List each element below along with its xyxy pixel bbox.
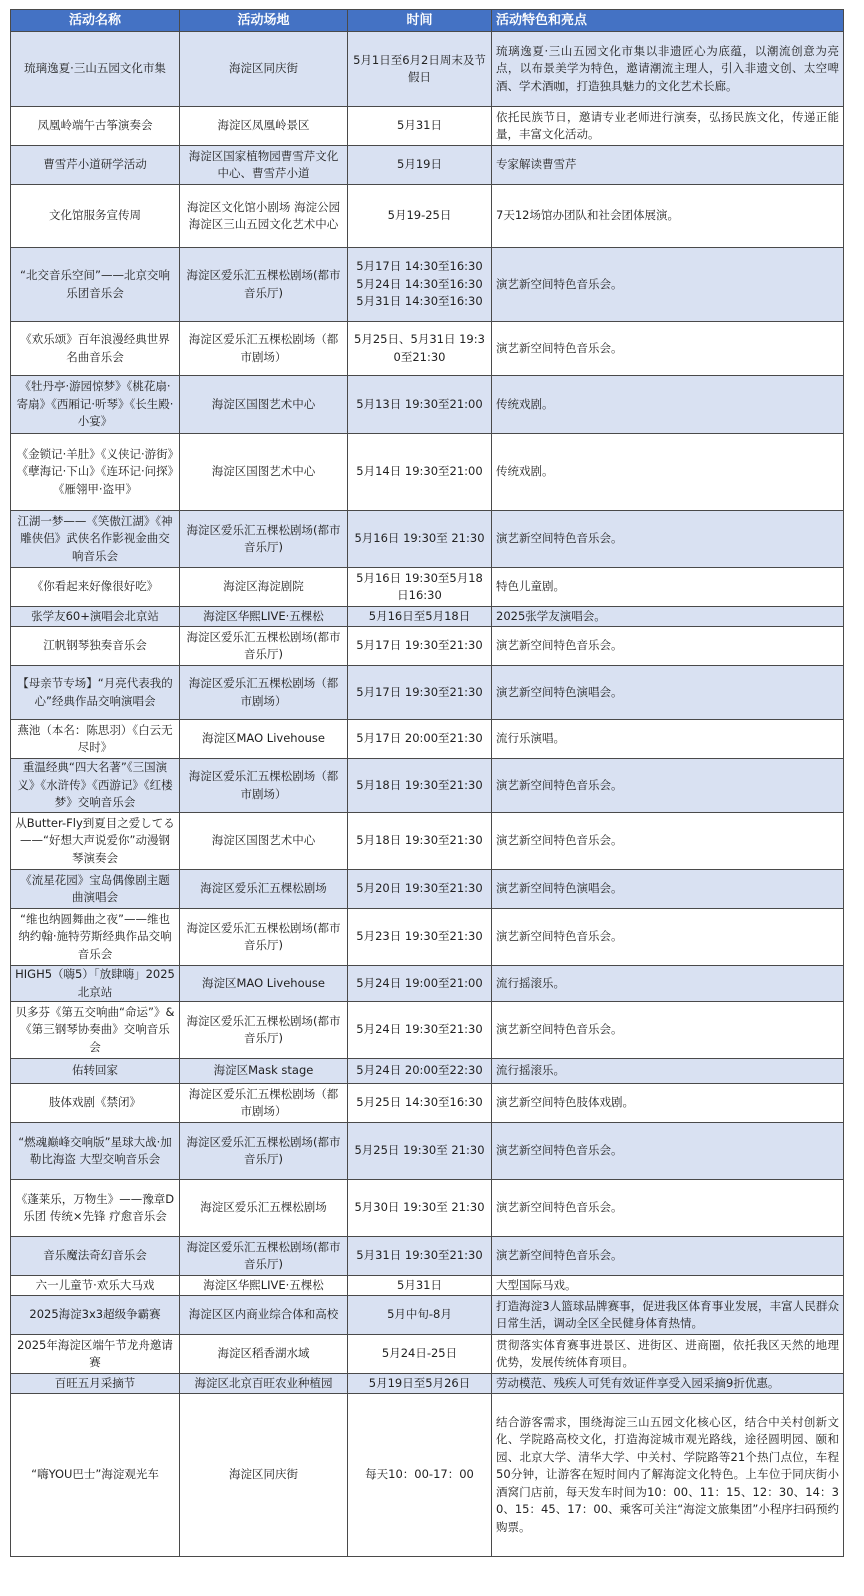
time-cell: 5月16日至5月18日 bbox=[348, 607, 492, 627]
table-row bbox=[11, 1002, 844, 1059]
table-row bbox=[11, 759, 844, 813]
activity-name-cell: 佑转回家 bbox=[11, 1059, 180, 1084]
venue-cell: 海淀区爱乐汇五棵松剧场(都市音乐厅) bbox=[180, 627, 348, 666]
feature-cell: 大型国际马戏。 bbox=[492, 1276, 844, 1296]
feature-cell: 流行乐演唱。 bbox=[492, 720, 844, 759]
venue-cell: 海淀区MAO Livehouse bbox=[180, 966, 348, 1002]
time-cell: 5月24日 20:00至22:30 bbox=[348, 1059, 492, 1084]
table-row bbox=[11, 568, 844, 607]
feature-cell: 演艺新空间特色音乐会。 bbox=[492, 1002, 844, 1059]
table-row bbox=[11, 607, 844, 627]
feature-cell: 演艺新空间特色音乐会。 bbox=[492, 1180, 844, 1237]
venue-cell: 海淀区稻香湖水域 bbox=[180, 1335, 348, 1374]
activity-name-cell: “北交音乐空间”——北京交响乐团音乐会 bbox=[11, 248, 180, 322]
activity-name-cell: 燕池（本名：陈思羽）《白云无尽时》 bbox=[11, 720, 180, 759]
venue-cell: 海淀区MAO Livehouse bbox=[180, 720, 348, 759]
activity-name-cell: 音乐魔法奇幻音乐会 bbox=[11, 1237, 180, 1276]
table-row bbox=[11, 966, 844, 1002]
venue-cell: 海淀区文化馆小剧场 海淀公园 海淀区三山五园文化艺术中心 bbox=[180, 185, 348, 248]
time-cell: 5月31日 bbox=[348, 107, 492, 146]
table-row bbox=[11, 434, 844, 511]
table-row bbox=[11, 185, 844, 248]
time-cell: 5月18日 19:30至21:30 bbox=[348, 813, 492, 870]
time-cell: 5月30日 19:30至 21:30 bbox=[348, 1180, 492, 1237]
table-row bbox=[11, 1180, 844, 1237]
venue-cell: 海淀区区内商业综合体和高校 bbox=[180, 1296, 348, 1335]
header-row bbox=[11, 10, 844, 32]
venue-cell: 海淀区爱乐汇五棵松剧场（都市剧场） bbox=[180, 759, 348, 813]
table-row bbox=[11, 813, 844, 870]
feature-cell: 演艺新空间特色音乐会。 bbox=[492, 1237, 844, 1276]
table-row bbox=[11, 107, 844, 146]
activity-name-cell: 贝多芬《第五交响曲“命运”》&《第三钢琴协奏曲》交响音乐会 bbox=[11, 1002, 180, 1059]
feature-cell: 演艺新空间特色肢体戏剧。 bbox=[492, 1084, 844, 1123]
feature-cell: 贯彻落实体育赛事进景区、进街区、进商圈，依托我区天然的地理优势，发展传统体育项目。 bbox=[492, 1335, 844, 1374]
feature-cell: 演艺新空间特色音乐会。 bbox=[492, 909, 844, 966]
venue-cell: 海淀区爱乐汇五棵松剧场(都市音乐厅) bbox=[180, 909, 348, 966]
venue-cell: 海淀区爱乐汇五棵松剧场（都市剧场） bbox=[180, 666, 348, 720]
feature-cell: 流行摇滚乐。 bbox=[492, 1059, 844, 1084]
feature-cell: 7天12场馆办团队和社会团体展演。 bbox=[492, 185, 844, 248]
activity-name-cell: 2025年海淀区端午节龙舟邀请赛 bbox=[11, 1335, 180, 1374]
table-row bbox=[11, 909, 844, 966]
table-row bbox=[11, 666, 844, 720]
feature-cell: 演艺新空间特色音乐会。 bbox=[492, 248, 844, 322]
table-row bbox=[11, 32, 844, 107]
time-line: 5月31日 14:30至16:30 bbox=[356, 294, 483, 309]
activity-name-cell: 张学友60+演唱会北京站 bbox=[11, 607, 180, 627]
feature-cell: 打造海淀3人篮球品牌赛事，促进我区体育事业发展，丰富人民群众日常生活，调动全区全民健身体育热情。 bbox=[492, 1296, 844, 1335]
venue-cell: 海淀区国图艺术中心 bbox=[180, 376, 348, 434]
table-row bbox=[11, 1335, 844, 1374]
activity-name-cell: 从Butter-Fly到夏目之爱してる——“好想大声说爱你”动漫钢琴演奏会 bbox=[11, 813, 180, 870]
table-row bbox=[11, 1296, 844, 1335]
table-row bbox=[11, 322, 844, 376]
activity-name-cell: 2025海淀3x3超级争霸赛 bbox=[11, 1296, 180, 1335]
venue-cell: 海淀区爱乐汇五棵松剧场 bbox=[180, 870, 348, 909]
venue-cell: 海淀区国图艺术中心 bbox=[180, 813, 348, 870]
time-cell: 5月24日 19:30至21:30 bbox=[348, 1002, 492, 1059]
table-row bbox=[11, 1394, 844, 1557]
feature-cell: 演艺新空间特色演唱会。 bbox=[492, 870, 844, 909]
time-cell: 5月23日 19:30至21:30 bbox=[348, 909, 492, 966]
time-cell: 5月16日 19:30至 21:30 bbox=[348, 511, 492, 568]
venue-cell: 海淀区同庆街 bbox=[180, 32, 348, 107]
feature-cell: 特色儿童剧。 bbox=[492, 568, 844, 607]
table-row bbox=[11, 1123, 844, 1180]
activity-name-cell: HIGH5（嗨5）「放肆嗨」2025 北京站 bbox=[11, 966, 180, 1002]
feature-cell: 演艺新空间特色音乐会。 bbox=[492, 511, 844, 568]
activity-name-cell: 琉璃逸夏·三山五园文化市集 bbox=[11, 32, 180, 107]
time-cell: 5月13日 19:30至21:00 bbox=[348, 376, 492, 434]
activity-name-cell: 《牡丹亭·游园惊梦》《桃花扇·寄扇》《西厢记·听琴》《长生殿·小宴》 bbox=[11, 376, 180, 434]
venue-cell: 海淀区Mask stage bbox=[180, 1059, 348, 1084]
table-row bbox=[11, 1237, 844, 1276]
table-row bbox=[11, 376, 844, 434]
venue-cell: 海淀区爱乐汇五棵松剧场(都市音乐厅) bbox=[180, 1123, 348, 1180]
time-cell: 5月19日 bbox=[348, 146, 492, 185]
time-cell: 5月31日 bbox=[348, 1276, 492, 1296]
feature-cell: 琉璃逸夏·三山五园文化市集以非遗匠心为底蕴，以潮流创意为亮点，以布景美学为特色，邀请潮流主理人，引入非遗文创、太空啤酒、学术酒咖，打造独具魅力的文化艺术长廊。 bbox=[492, 32, 844, 107]
venue-cell: 海淀区国图艺术中心 bbox=[180, 434, 348, 511]
feature-cell: 劳动模范、残疾人可凭有效证件享受入园采摘9折优惠。 bbox=[492, 1374, 844, 1394]
time-cell: 5月24日 19:00至21:00 bbox=[348, 966, 492, 1002]
table-row bbox=[11, 1059, 844, 1084]
activity-name-cell: 【母亲节专场】“月亮代表我的心”经典作品交响演唱会 bbox=[11, 666, 180, 720]
feature-cell: 演艺新空间特色演唱会。 bbox=[492, 666, 844, 720]
time-cell: 5月1日至6月2日周末及节假日 bbox=[348, 32, 492, 107]
activity-name-cell: “燃魂巅峰交响版”星球大战·加勒比海盗 大型交响音乐会 bbox=[11, 1123, 180, 1180]
time-cell: 5月18日 19:30至21:30 bbox=[348, 759, 492, 813]
time-cell: 5月17日 20:00至21:30 bbox=[348, 720, 492, 759]
activity-name-cell: 《流星花园》宝岛偶像剧主题曲演唱会 bbox=[11, 870, 180, 909]
feature-cell: 流行摇滚乐。 bbox=[492, 966, 844, 1002]
header-time: 时间 bbox=[348, 10, 492, 32]
table-row bbox=[11, 627, 844, 666]
time-cell: 5月31日 19:30至21:30 bbox=[348, 1237, 492, 1276]
feature-cell: 演艺新空间特色音乐会。 bbox=[492, 1123, 844, 1180]
activity-name-cell: 肢体戏剧《禁闭》 bbox=[11, 1084, 180, 1123]
activity-name-cell: 曹雪芹小道研学活动 bbox=[11, 146, 180, 185]
feature-cell: 传统戏剧。 bbox=[492, 376, 844, 434]
table-row bbox=[11, 1276, 844, 1296]
activity-name-cell: 文化馆服务宣传周 bbox=[11, 185, 180, 248]
venue-cell: 海淀区国家植物园曹雪芹文化中心、曹雪芹小道 bbox=[180, 146, 348, 185]
venue-cell: 海淀区爱乐汇五棵松剧场 bbox=[180, 1180, 348, 1237]
activity-name-cell: “维也纳圆舞曲之夜”——维也纳约翰·施特劳斯经典作品交响音乐会 bbox=[11, 909, 180, 966]
venue-cell: 海淀区爱乐汇五棵松剧场（都市剧场） bbox=[180, 322, 348, 376]
feature-cell: 结合游客需求，围绕海淀三山五园文化核心区，结合中关村创新文化、学院路高校文化，打造海淀城市观光路线，途径圆明园、颐和园、北京大学、清华大学、中关村、学院路等21个热门点位，车程50分钟，让游客在短时间内了解海淀文化特色。上车位于同庆街小酒窝门店前，每天发车时间为10：00、11：15、12：30、14：30、15：45、17：00、乘客可关注“海淀文旅集团”小程序扫码预约购票。 bbox=[492, 1394, 844, 1557]
activity-name-cell: 百旺五月采摘节 bbox=[11, 1374, 180, 1394]
time-cell: 5月25日、5月31日 19:30至21:30 bbox=[348, 322, 492, 376]
venue-cell: 海淀区华熙LIVE·五棵松 bbox=[180, 1276, 348, 1296]
venue-cell: 海淀区同庆街 bbox=[180, 1394, 348, 1557]
time-cell: 5月16日 19:30至5月18日16:30 bbox=[348, 568, 492, 607]
feature-cell: 演艺新空间特色音乐会。 bbox=[492, 759, 844, 813]
time-line: 5月17日 14:30至16:30 bbox=[356, 259, 483, 274]
table-row bbox=[11, 1374, 844, 1394]
feature-cell: 传统戏剧。 bbox=[492, 434, 844, 511]
header-activity-name: 活动名称 bbox=[11, 10, 180, 32]
venue-cell: 海淀区华熙LIVE·五棵松 bbox=[180, 607, 348, 627]
venue-cell: 海淀区爱乐汇五棵松剧场(都市音乐厅) bbox=[180, 1002, 348, 1059]
time-line: 5月24日 14:30至16:30 bbox=[356, 276, 483, 291]
venue-cell: 海淀区海淀剧院 bbox=[180, 568, 348, 607]
activity-name-cell: “嗨YOU巴士”海淀观光车 bbox=[11, 1394, 180, 1557]
activity-name-cell: 《蓬莱乐，万物生》——豫章D乐团 传统×先锋 疗愈音乐会 bbox=[11, 1180, 180, 1237]
activity-name-cell: 重温经典“四大名著”《三国演义》《水浒传》《西游记》《红楼梦》交响音乐会 bbox=[11, 759, 180, 813]
feature-cell: 依托民族节日，邀请专业老师进行演奏，弘扬民族文化，传递正能量，丰富文化活动。 bbox=[492, 107, 844, 146]
venue-cell: 海淀区凤凰岭景区 bbox=[180, 107, 348, 146]
table-row bbox=[11, 248, 844, 322]
time-cell: 每天10：00-17：00 bbox=[348, 1394, 492, 1557]
time-cell: 5月24日-25日 bbox=[348, 1335, 492, 1374]
activity-name-cell: 江帆钢琴独奏音乐会 bbox=[11, 627, 180, 666]
time-cell: 5月17日 19:30至21:30 bbox=[348, 666, 492, 720]
venue-cell: 海淀区爱乐汇五棵松剧场（都市剧场） bbox=[180, 1084, 348, 1123]
time-cell: 5月中旬-8月 bbox=[348, 1296, 492, 1335]
header-feature: 活动特色和亮点 bbox=[492, 10, 844, 32]
activity-name-cell: 江湖一梦——《笑傲江湖》《神雕侠侣》武侠名作影视金曲交响音乐会 bbox=[11, 511, 180, 568]
venue-cell: 海淀区爱乐汇五棵松剧场(都市音乐厅) bbox=[180, 511, 348, 568]
table-row bbox=[11, 720, 844, 759]
activity-name-cell: 六一儿童节·欢乐大马戏 bbox=[11, 1276, 180, 1296]
table-row bbox=[11, 511, 844, 568]
activity-name-cell: 凤凰岭端午古筝演奏会 bbox=[11, 107, 180, 146]
activity-name-cell: 《你看起来好像很好吃》 bbox=[11, 568, 180, 607]
activity-name-cell: 《欢乐颂》百年浪漫经典世界名曲音乐会 bbox=[11, 322, 180, 376]
venue-cell: 海淀区爱乐汇五棵松剧场(都市音乐厅) bbox=[180, 1237, 348, 1276]
activity-name-cell: 《金锁记·羊肚》《义侠记·游街》《孽海记·下山》《连环记·问探》《雁翎甲·盗甲》 bbox=[11, 434, 180, 511]
time-cell: 5月25日 14:30至16:30 bbox=[348, 1084, 492, 1123]
time-cell: 5月14日 19:30至21:00 bbox=[348, 434, 492, 511]
time-cell: 5月17日 19:30至21:30 bbox=[348, 627, 492, 666]
table-row bbox=[11, 146, 844, 185]
feature-cell: 专家解读曹雪芹 bbox=[492, 146, 844, 185]
venue-cell: 海淀区北京百旺农业种植园 bbox=[180, 1374, 348, 1394]
table-row bbox=[11, 1084, 844, 1123]
table-row bbox=[11, 870, 844, 909]
time-cell: 5月19日至5月26日 bbox=[348, 1374, 492, 1394]
feature-cell: 演艺新空间特色音乐会。 bbox=[492, 813, 844, 870]
time-cell: 5月25日 19:30至 21:30 bbox=[348, 1123, 492, 1180]
time-cell: 5月20日 19:30至21:30 bbox=[348, 870, 492, 909]
time-cell bbox=[348, 248, 492, 322]
time-cell: 5月19-25日 bbox=[348, 185, 492, 248]
header-venue: 活动场地 bbox=[180, 10, 348, 32]
activity-table bbox=[10, 9, 844, 1557]
feature-cell: 2025张学友演唱会。 bbox=[492, 607, 844, 627]
feature-cell: 演艺新空间特色音乐会。 bbox=[492, 627, 844, 666]
feature-cell: 演艺新空间特色音乐会。 bbox=[492, 322, 844, 376]
venue-cell: 海淀区爱乐汇五棵松剧场(都市音乐厅) bbox=[180, 248, 348, 322]
